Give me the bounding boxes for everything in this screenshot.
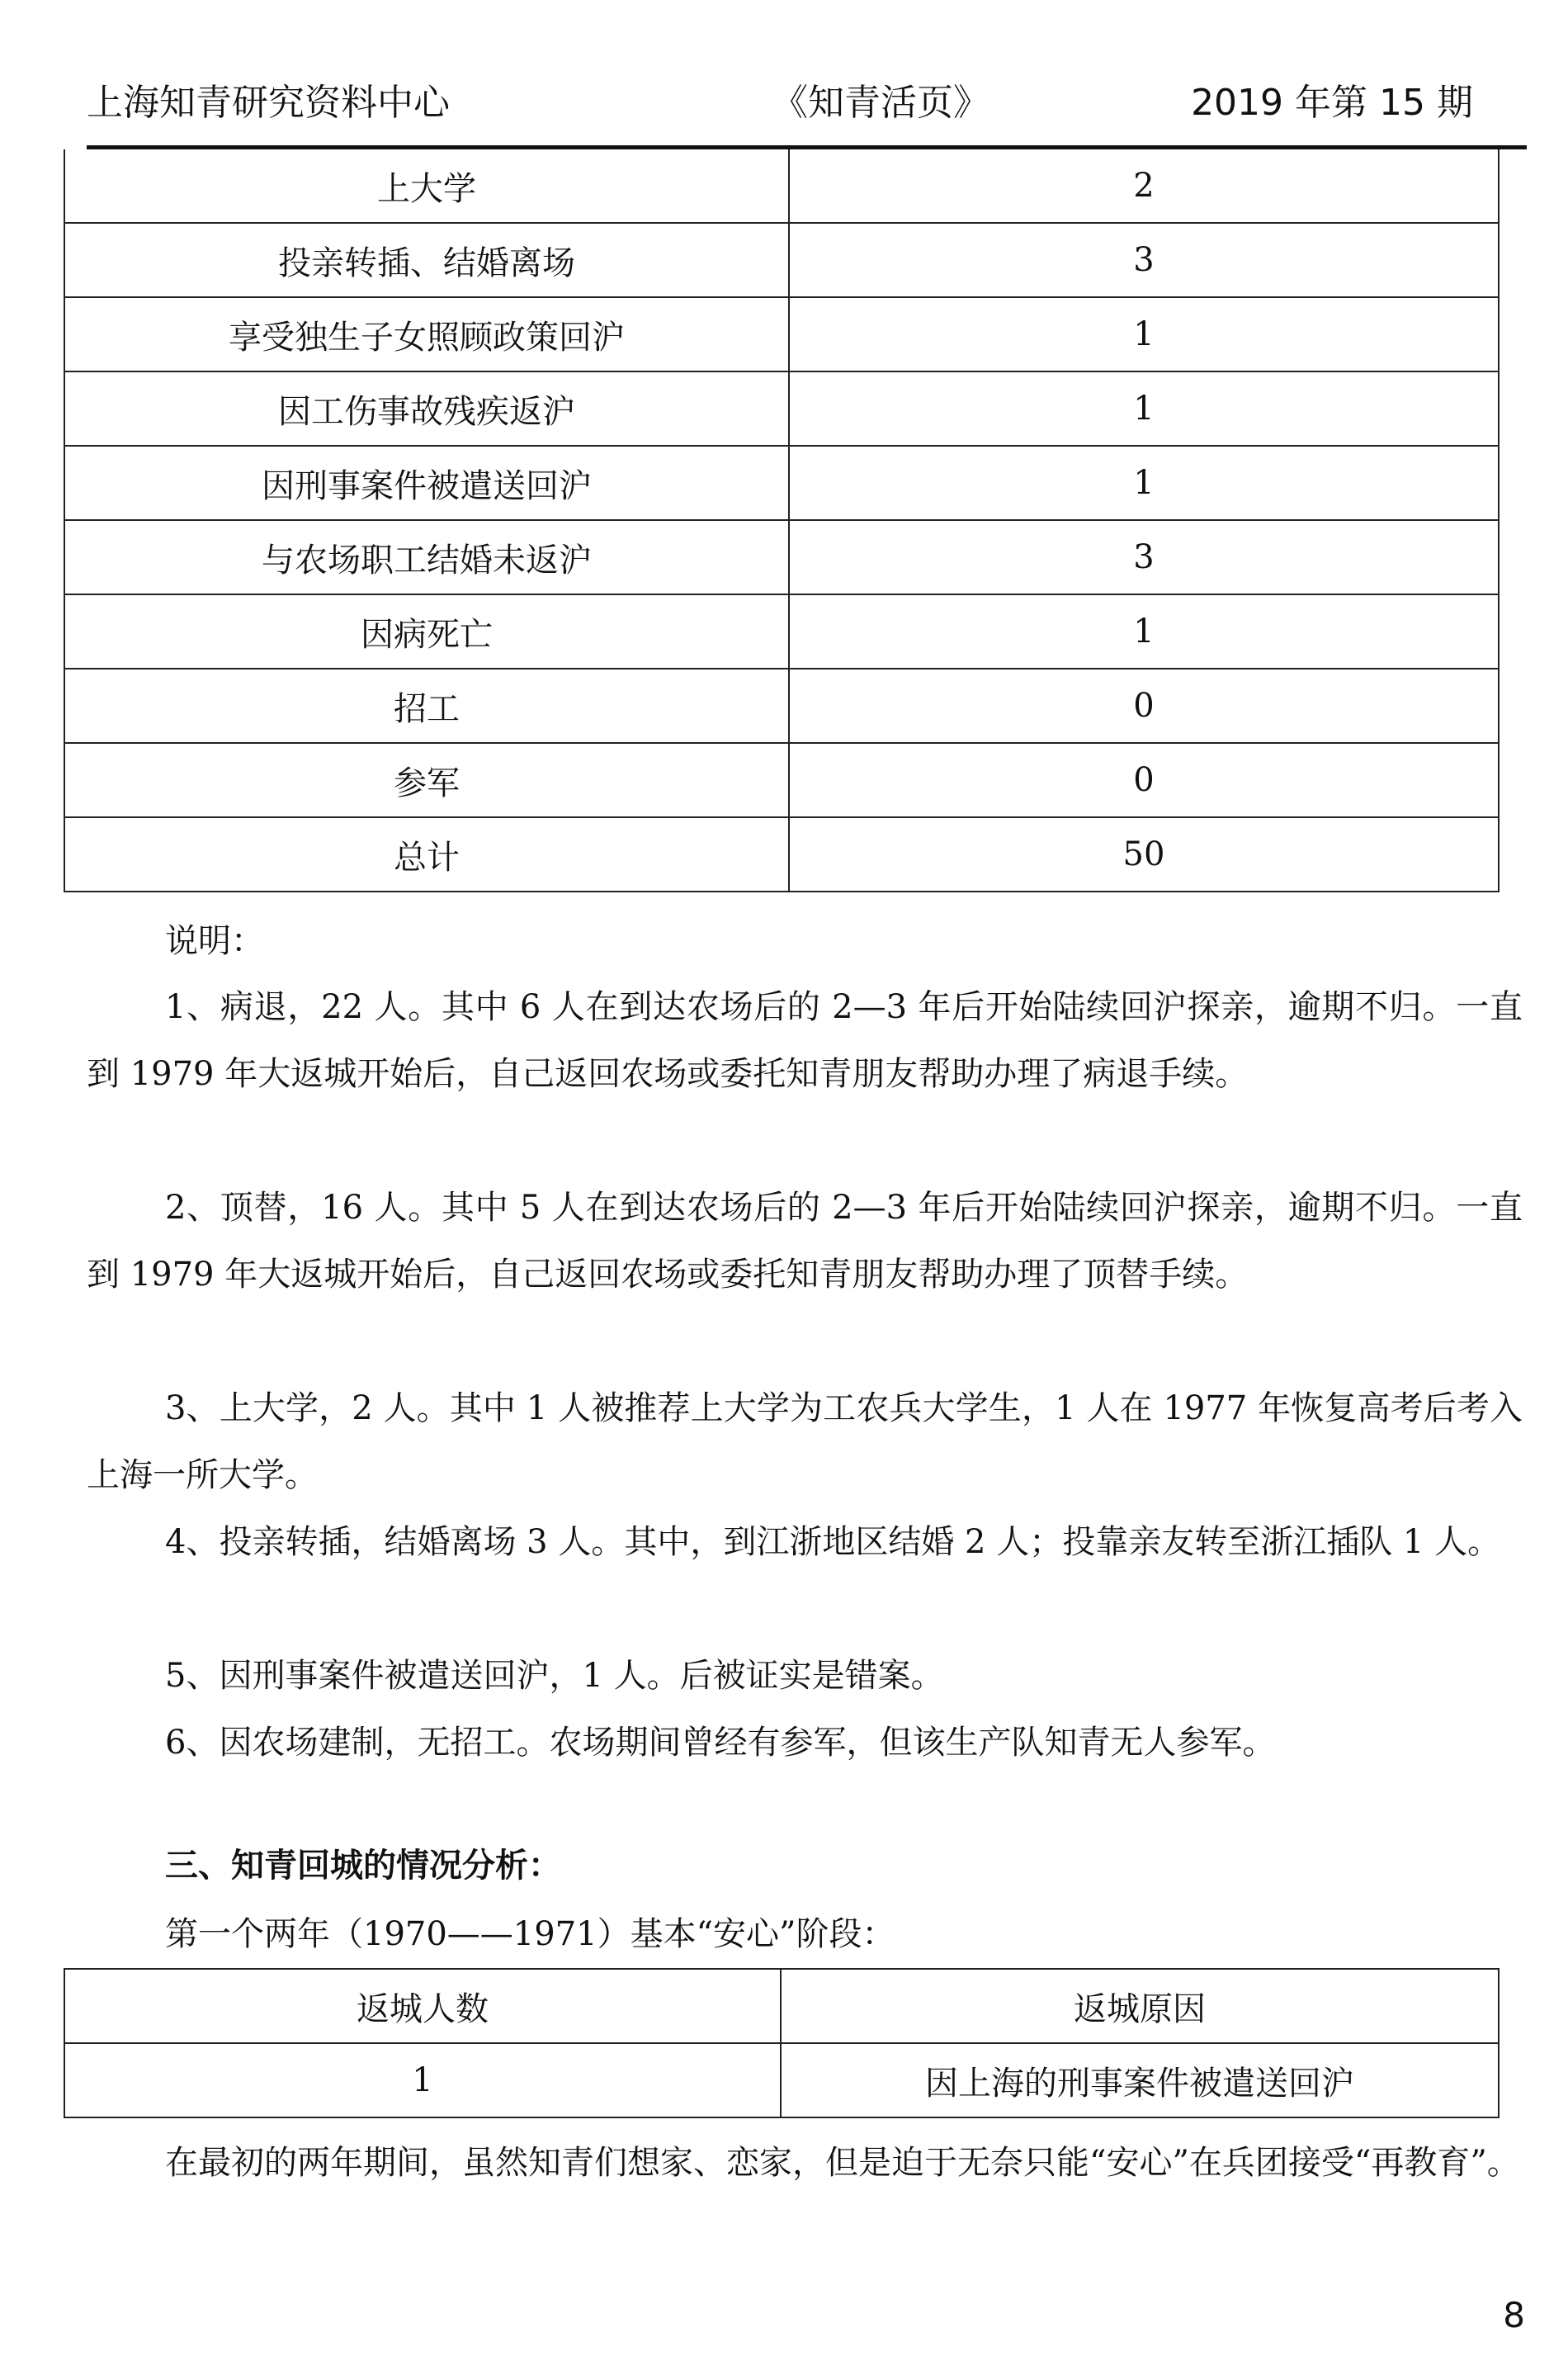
return-reasons-table (64, 149, 1500, 892)
note-paragraph-6: 6、因农场建制，无招工。农场期间曾经有参军，但该生产队知青无人参军。 (165, 1724, 1276, 1762)
reason-cell: 参军 (64, 743, 789, 817)
header-issue: 2019 年第 15 期 (1191, 82, 1473, 124)
reason-cell: 与农场职工结婚未返沪 (64, 520, 789, 594)
reason-cell: 因病死亡 (64, 594, 789, 669)
page-number: 8 (1503, 2295, 1525, 2335)
table-row (64, 669, 1499, 743)
table-row (64, 297, 1499, 371)
count-cell: 1 (789, 297, 1499, 371)
note-paragraph-3: 3、上大学，2 人。其中 1 人被推荐上大学为工农兵大学生，1 人在 1977 年恢复高考后考入上海一所大学。 (87, 1389, 1523, 1494)
note-paragraph-4: 4、投亲转插，结婚离场 3 人。其中，到江浙地区结婚 2 人；投靠亲友转至浙江插队 1 人。 (165, 1523, 1501, 1561)
count-cell: 3 (789, 223, 1499, 297)
table-total-row (64, 817, 1499, 892)
header-publication: 《知青活页》 (772, 82, 989, 124)
count-cell: 1 (789, 446, 1499, 520)
reason-cell: 因刑事案件被遣送回沪 (64, 446, 789, 520)
table-row (64, 223, 1499, 297)
reason-cell: 享受独生子女照顾政策回沪 (64, 297, 789, 371)
table-row (64, 2043, 1499, 2117)
reason-cell: 因工伤事故残疾返沪 (64, 371, 789, 446)
section-paragraph: 在最初的两年期间，虽然知青们想家、恋家，但是迫于无奈只能“安心”在兵团接受“再教育”。 (165, 2144, 1520, 2182)
notes-label: 说明： (165, 922, 264, 960)
table-row (64, 743, 1499, 817)
total-count-cell: 50 (789, 817, 1499, 892)
reason-cell: 投亲转插、结婚离场 (64, 223, 789, 297)
table-header-row (64, 1969, 1499, 2043)
count-cell: 0 (789, 669, 1499, 743)
note-paragraph-2: 2、顶替，16 人。其中 5 人在到达农场后的 2—3 年后开始陆续回沪探亲，逾期不归。一直到 1979 年大返城开始后，自己返回农场或委托知青朋友帮助办理了顶替手续。 (87, 1189, 1523, 1294)
header-count-cell: 返城人数 (64, 1969, 781, 2043)
table-row (64, 371, 1499, 446)
header-reason-cell: 返城原因 (781, 1969, 1499, 2043)
count-cell: 0 (789, 743, 1499, 817)
count-cell: 1 (789, 371, 1499, 446)
table-row (64, 520, 1499, 594)
table-row (64, 149, 1499, 223)
first-period-table (64, 1968, 1500, 2118)
reason-cell: 上大学 (64, 149, 789, 223)
table-row (64, 446, 1499, 520)
note-paragraph-1: 1、病退，22 人。其中 6 人在到达农场后的 2—3 年后开始陆续回沪探亲，逾期不归。一直到 1979 年大返城开始后，自己返回农场或委托知青朋友帮助办理了病退手续。 (87, 988, 1523, 1093)
count-cell: 1 (789, 594, 1499, 669)
count-cell: 3 (789, 520, 1499, 594)
section-heading: 三、知青回城的情况分析： (165, 1847, 561, 1885)
reason-cell: 因上海的刑事案件被遣送回沪 (781, 2043, 1499, 2117)
page-header (87, 78, 1523, 128)
header-organization: 上海知青研究资料中心 (87, 82, 450, 124)
count-cell: 2 (789, 149, 1499, 223)
table-row (64, 594, 1499, 669)
note-paragraph-5: 5、因刑事案件被遣送回沪，1 人。后被证实是错案。 (165, 1657, 944, 1695)
section-subtitle: 第一个两年（1970——1971）基本“安心”阶段： (165, 1915, 895, 1953)
reason-cell: 招工 (64, 669, 789, 743)
total-label-cell: 总计 (64, 817, 789, 892)
count-cell: 1 (64, 2043, 781, 2117)
